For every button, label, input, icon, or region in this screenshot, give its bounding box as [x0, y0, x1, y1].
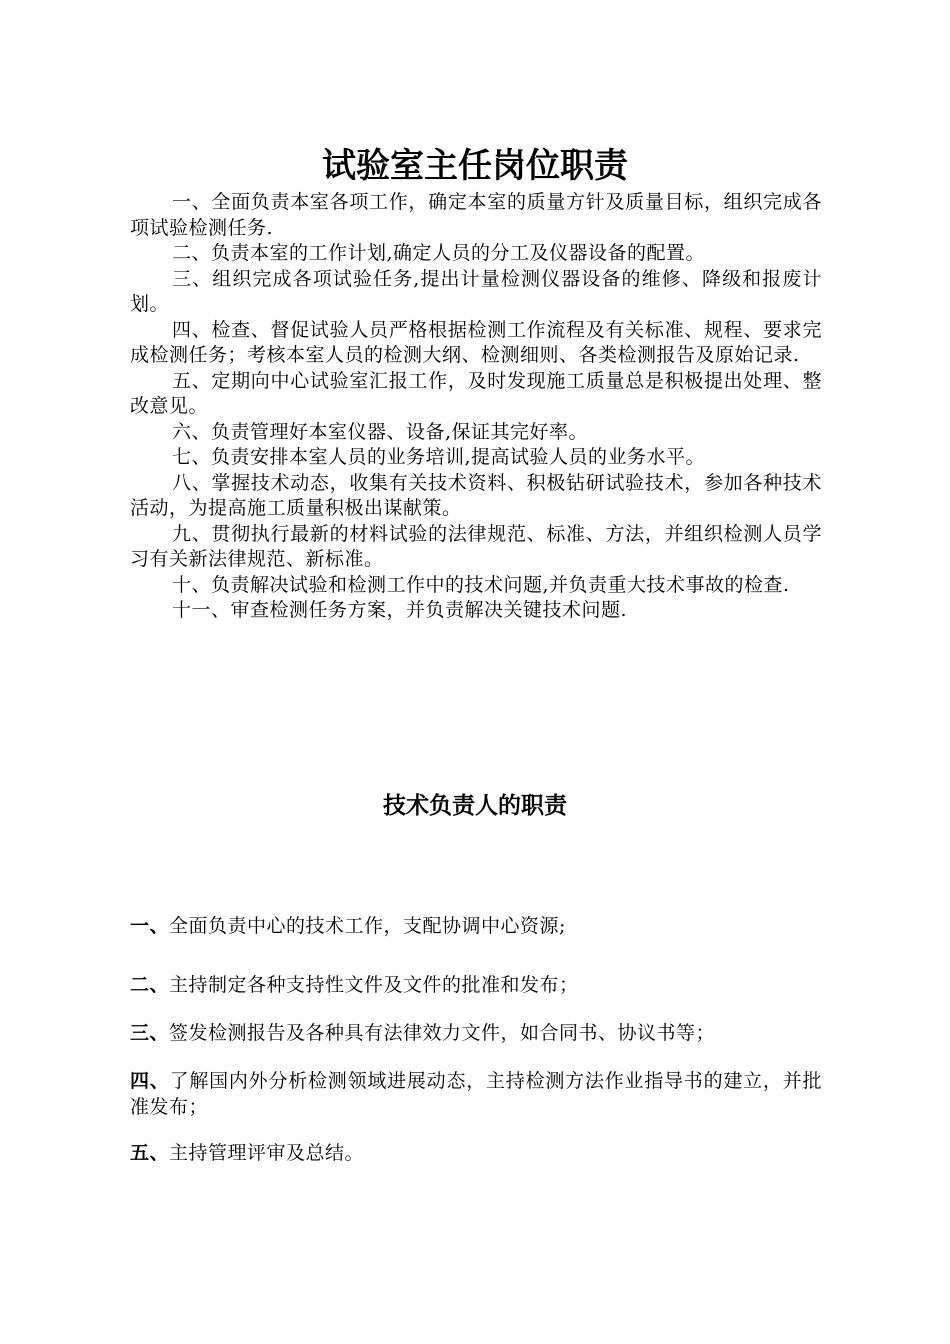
item-text: 了解国内外分析检测领域进展动态，主持检测方法作业指导书的建立，并批准发布；: [130, 1070, 822, 1118]
list-item: [130, 972, 822, 998]
section-title: 技术负责人的职责: [383, 793, 567, 819]
item-number: 二、: [130, 974, 170, 996]
list-item: 七、负责安排本室人员的业务培训,提高试验人员的业务水平。: [172, 446, 706, 468]
list-item: 三、组织完成各项试验任务,提出计量检测仪器设备的维修、降级和报废计划。: [130, 267, 822, 315]
list-item: [130, 913, 822, 939]
list-item: 八、掌握技术动态，收集有关技术资料、积极钻研试验技术，参加各种技术活动，为提高施工质量积极出谋献策。: [130, 471, 822, 519]
list-item: 五、定期向中心试验室汇报工作，及时发现施工质量总是积极提出处理、整改意见。: [130, 369, 822, 417]
item-number: 四、: [130, 1070, 170, 1092]
list-item: 十一、审查检测任务方案，并负责解决关键技术问题.: [172, 599, 628, 621]
list-item: [130, 1020, 822, 1046]
list-item: 十、负责解决试验和检测工作中的技术问题,并负责重大技术事故的检查.: [172, 573, 790, 596]
list-item: 六、负责管理好本室仪器、设备,保证其完好率。: [172, 420, 589, 443]
duties-list-lab-director: [130, 190, 822, 624]
page-title: 试验室主任岗位职责: [322, 146, 628, 186]
list-item: [130, 1068, 822, 1120]
item-number: 一、: [130, 915, 170, 937]
item-number: 三、: [130, 1022, 170, 1044]
list-item: 二、负责本室的工作计划,确定人员的分工及仪器设备的配置。: [172, 242, 706, 264]
list-item: [130, 1140, 822, 1166]
item-text: 全面负责中心的技术工作，支配协调中心资源;: [169, 915, 566, 937]
item-text: 主持管理评审及总结。: [169, 1142, 365, 1164]
item-number: 五、: [130, 1142, 170, 1164]
item-text: 主持制定各种支持性文件及文件的批准和发布；: [169, 974, 579, 996]
list-item: 一、全面负责本室各项工作，确定本室的质量方针及质量目标，组织完成各项试验检测任务.: [130, 191, 822, 239]
list-item: 九、贯彻执行最新的材料试验的法律规范、标准、方法，并组织检测人员学习有关新法律规范、新标准。: [130, 522, 822, 570]
list-item: 四、检查、督促试验人员严格根据检测工作流程及有关标准、规程、要求完成检测任务；考核本室人员的检测大纲、检测细则、各类检测报告及原始记录.: [130, 318, 822, 366]
item-text: 签发检测报告及各种具有法律效力文件，如合同书、协议书等；: [169, 1022, 716, 1044]
